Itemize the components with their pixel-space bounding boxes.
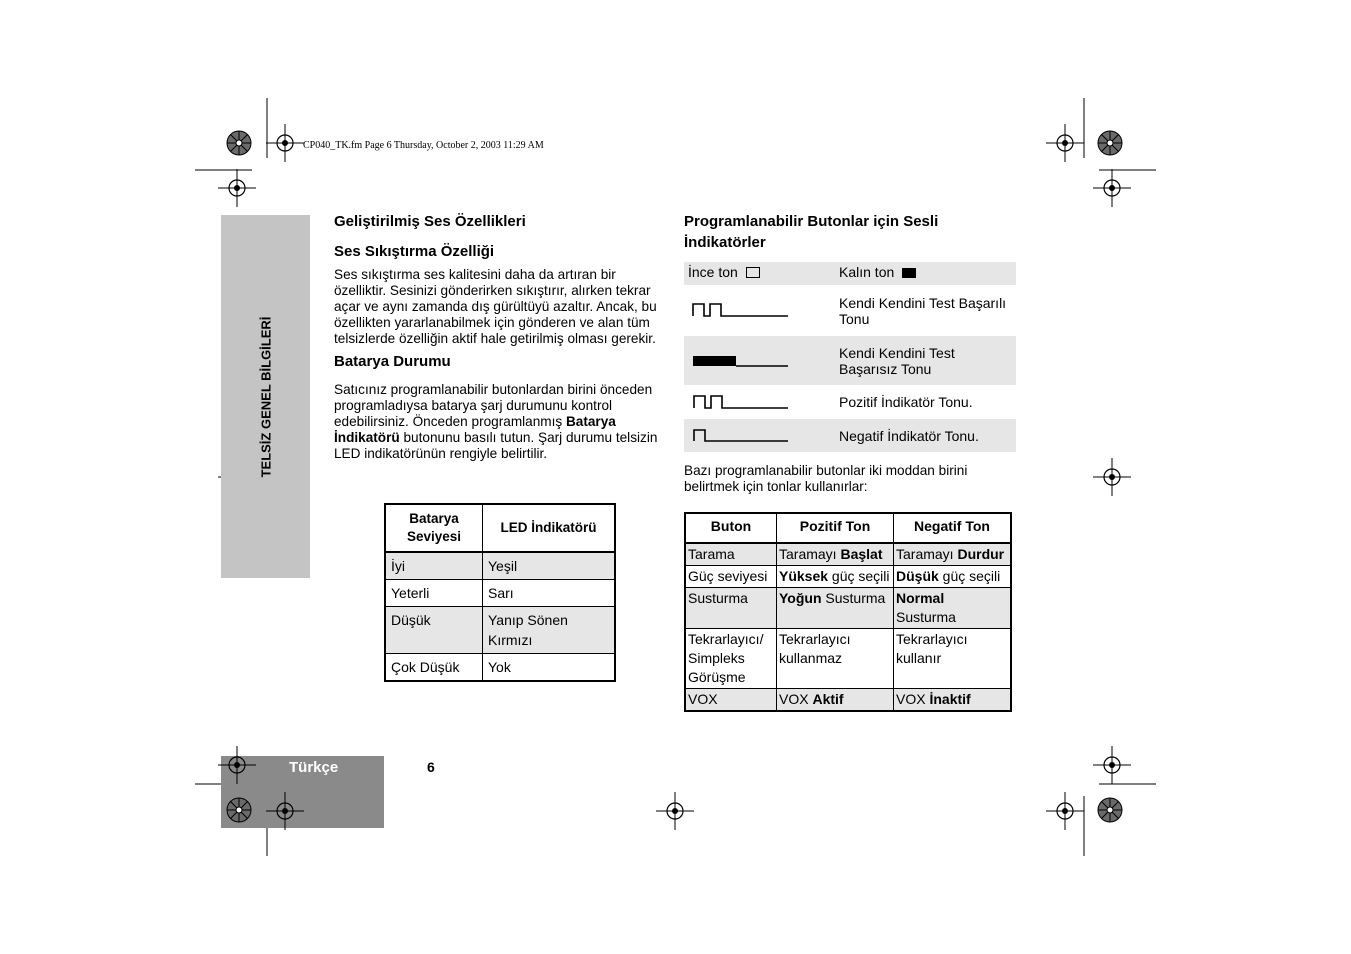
page-number: 6	[427, 759, 435, 775]
section-title-compression: Ses Sıkıştırma Özelliği	[334, 243, 495, 260]
table-row: Yeterli Sarı	[385, 580, 615, 607]
sidebar-label: TELSİZ GENEL BİLGİLERİ	[258, 316, 273, 477]
tone-pattern-success-icon	[688, 300, 788, 318]
right-column-heading	[684, 211, 1014, 253]
table-row: VOX VOX Aktif VOX İnaktif	[685, 689, 1011, 712]
sidebar-tab	[221, 215, 310, 578]
table-row: Tarama Taramayı Başlat Taramayı Durdur	[685, 543, 1011, 566]
button-tone-table	[684, 512, 1012, 712]
tone-pattern-positive-icon	[688, 392, 788, 410]
battery-paragraph: Satıcınız programlanabilir butonlardan birini önceden programladıysa batarya şarj durumunu kontrol edebilirsiniz. Önceden programlanmış Batarya İndikatörü butonunu basılı tutun. Şarj durumu telsizin LED indikatörünün rengiyle belirtilir.	[334, 382, 658, 461]
thick-tone-icon	[902, 268, 916, 278]
section-title-audio-indicators: Programlanabilir Butonlar için Sesli İndikatörler	[684, 213, 939, 251]
table-row: Güç seviyesi Yüksek güç seçili Düşük güç seçili	[685, 566, 1011, 588]
tone-row	[684, 285, 1016, 336]
col-positive-tone: Pozitif Ton	[777, 513, 894, 543]
tone-row	[684, 385, 1016, 419]
thin-tone-icon	[746, 267, 760, 278]
battery-table	[384, 503, 616, 682]
section-title-battery: Batarya Durumu	[334, 353, 451, 370]
table-row: İyi Yeşil	[385, 552, 615, 580]
table-row: Tekrarlayıcı/ Simpleks Görüşme Tekrarlayıcı kullanmaz Tekrarlayıcı kullanır	[685, 629, 1011, 689]
thick-tone-label: Kalın ton	[839, 264, 895, 280]
battery-col-level: Batarya Seviyesi	[385, 504, 483, 552]
battery-indicator-term: Batarya İndikatörü	[334, 414, 616, 445]
battery-col-led: LED İndikatörü	[483, 504, 616, 552]
tone-label: Kendi Kendini Test Başarılı Tonu	[839, 294, 1007, 327]
left-column	[334, 211, 669, 462]
col-button: Buton	[685, 513, 777, 543]
button-intro-paragraph: Bazı programlanabilir butonlar iki moddan birini belirtmek için tonlar kullanırlar:	[684, 463, 968, 494]
col-negative-tone: Negatif Ton	[894, 513, 1012, 543]
tone-label: Kendi Kendini Test Başarısız Tonu	[839, 344, 955, 377]
table-row: Düşük Yanıp Sönen Kırmızı	[385, 607, 615, 654]
tone-pattern-failure-icon	[688, 350, 788, 368]
compression-paragraph: Ses sıkıştırma ses kalitesini daha da artıran bir özelliktir. Sesinizi gönderirken sıkıştırır, alırken tekrar açar ve aynı zamanda dış gürültüyü azaltır. Ancak, bu özellikten yararlanabilmek için gönderen ve alan tüm telsizlerde özelliğin aktif hale getirilmiş olması gerekir.	[334, 267, 657, 346]
footer-language-label: Türkçe	[289, 759, 339, 776]
tone-row	[684, 419, 1016, 452]
tone-row	[684, 336, 1016, 385]
tone-table	[684, 262, 1016, 452]
tone-legend-row	[684, 262, 1016, 285]
thin-tone-label: İnce ton	[688, 264, 738, 280]
tone-label: Pozitif İndikatör Tonu.	[839, 394, 973, 410]
footer-language-tab	[221, 756, 384, 828]
section-title-enhanced-audio: Geliştirilmiş Ses Özellikleri	[334, 213, 526, 230]
tone-pattern-negative-icon	[688, 425, 788, 443]
file-header-line: CP040_TK.fm Page 6 Thursday, October 2, 2003 11:29 AM	[303, 140, 544, 151]
table-row: Susturma Yoğun Susturma Normal Susturma	[685, 588, 1011, 629]
table-row: Çok Düşük Yok	[385, 654, 615, 682]
tone-label: Negatif İndikatör Tonu.	[839, 427, 979, 444]
